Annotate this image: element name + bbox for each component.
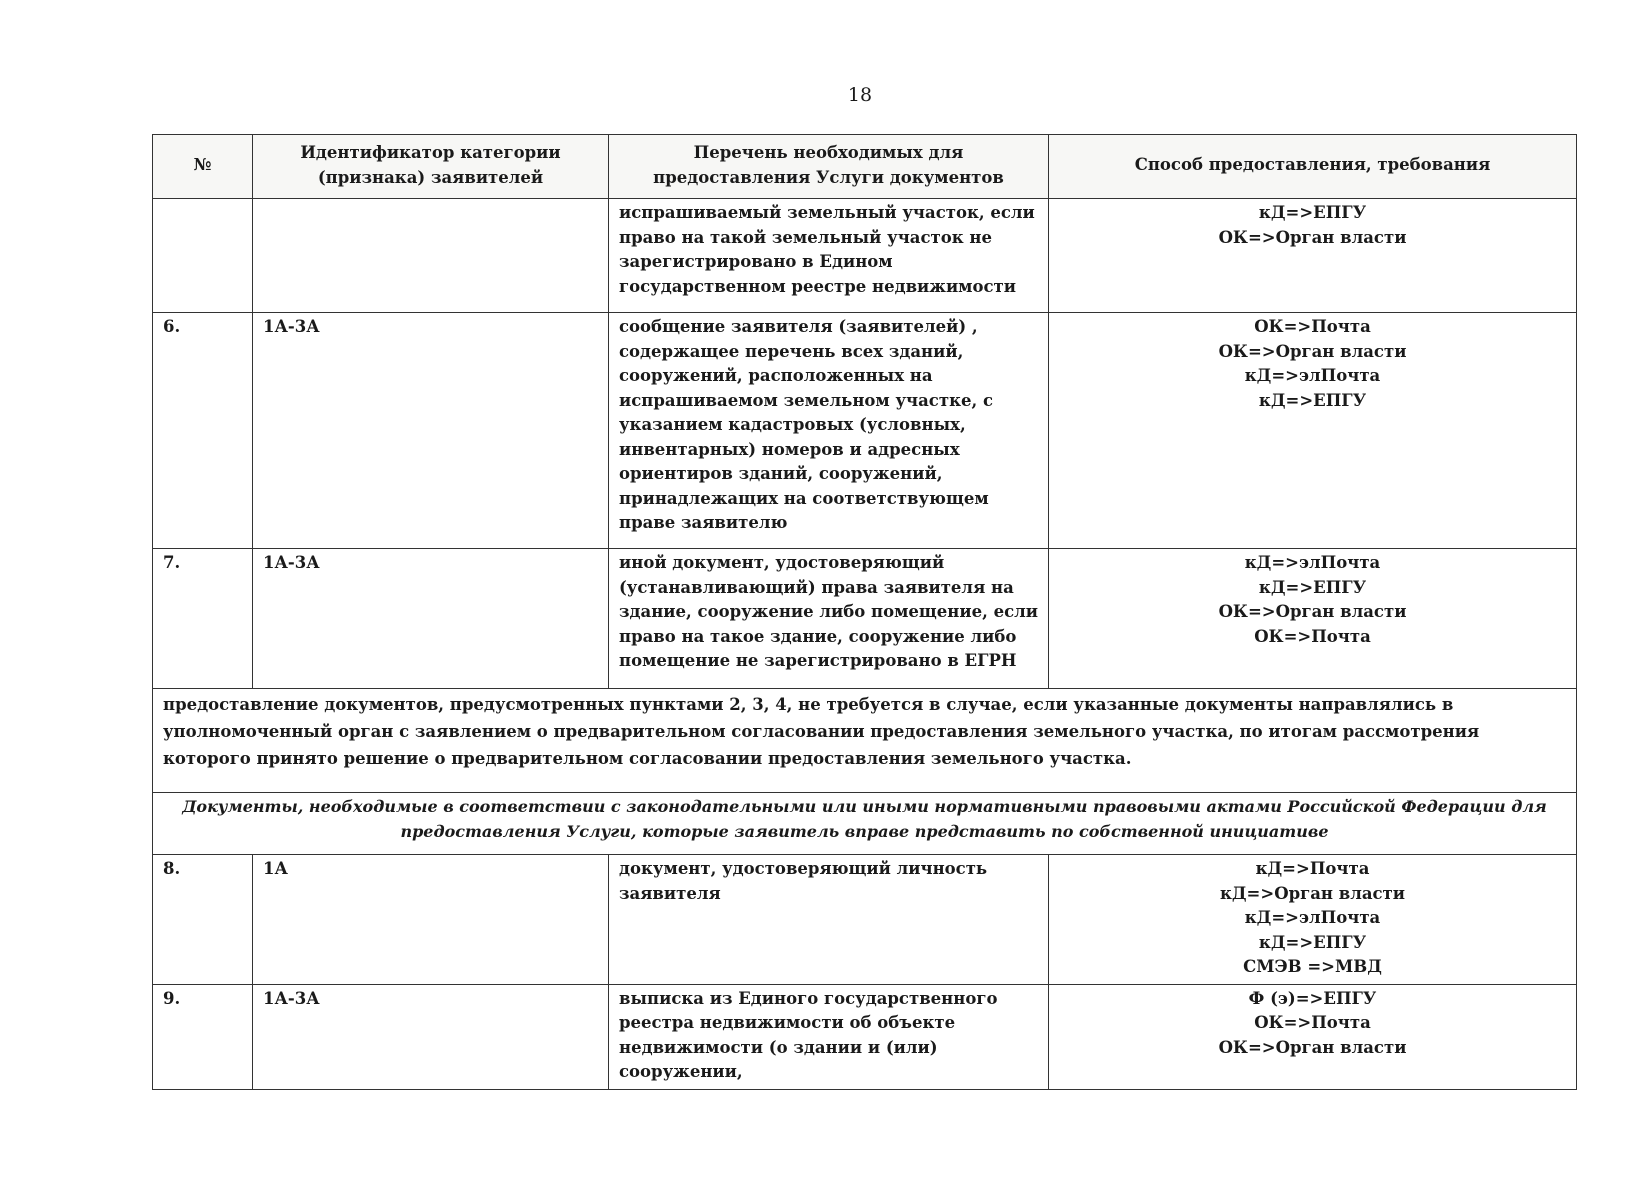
table-row: [153, 313, 1577, 549]
row-identifier: 1А-3А: [253, 313, 609, 549]
method-item: ОК=>Почта: [1254, 626, 1371, 646]
table-row: [153, 855, 1577, 985]
method-item: кД=>ЕПГУ: [1258, 203, 1367, 222]
method-item: кД=>ЕПГУ: [1258, 577, 1367, 597]
header-documents: Перечень необходимых для предоставления Услуги документов: [609, 135, 1049, 199]
row-document: документ, удостоверяющий личность заявителя: [609, 855, 1049, 985]
method-item: кД=>Почта: [1255, 859, 1370, 878]
row-identifier: 1А: [253, 855, 609, 985]
row-methods: [1049, 855, 1577, 985]
method-item: ОК=>Орган власти: [1218, 341, 1407, 361]
row-document: испрашиваемый земельный участок, если право на такой земельный участок не зарегистрировано в Едином государственном реестре недвижимости: [609, 199, 1049, 313]
section-title-text: Документы, необходимые в соответствии с законодательными или иными нормативными правовыми актами Российской Федерации для предоставления Услуги, которые заявитель вправе представить по собственной инициативе: [182, 797, 1547, 841]
table-row: [153, 549, 1577, 689]
header-identifier: Идентификатор категории (признака) заявителей: [253, 135, 609, 199]
table-row: [153, 984, 1577, 1089]
row-document: выписка из Единого государственного реестра недвижимости об объекте недвижимости (о здании и (или) сооружении,: [609, 984, 1049, 1089]
method-item: ОК=>Почта: [1254, 317, 1371, 336]
method-item: кД=>элПочта: [1244, 366, 1381, 385]
method-item: кД=>Орган власти: [1219, 883, 1406, 903]
row-methods: [1049, 199, 1577, 313]
table-row: [153, 199, 1577, 313]
method-item: кД=>элПочта: [1244, 553, 1381, 572]
method-item: ОК=>Почта: [1254, 1013, 1371, 1032]
row-identifier: 1А-3А: [253, 984, 609, 1089]
row-num: 6.: [153, 313, 253, 549]
section-row: [153, 793, 1577, 855]
row-identifier: [253, 199, 609, 313]
method-item: ОК=>Орган власти: [1218, 227, 1407, 247]
method-item: СМЭВ =>МВД: [1243, 957, 1382, 976]
row-identifier: 1А-3А: [253, 549, 609, 689]
method-item: ОК=>Орган власти: [1218, 602, 1407, 621]
method-item: кД=>элПочта: [1244, 908, 1381, 927]
row-num: [153, 199, 253, 313]
section-title: [153, 793, 1577, 855]
note-text: предоставление документов, предусмотренных пунктами 2, 3, 4, не требуется в случае, если указанные документы направлялись в уполномоченный орган с заявлением о предварительном согласовании предоставления земельного участка, по итогам рассмотрения которого принято решение о предварительном согласовании предоставления земельного участка.: [153, 689, 1577, 793]
method-item: Ф (э)=>ЕПГУ: [1248, 988, 1377, 1008]
row-methods: [1049, 313, 1577, 549]
header-num: №: [153, 135, 253, 199]
page-number: 18: [847, 84, 873, 106]
note-row: [153, 689, 1577, 793]
row-num: 9.: [153, 984, 253, 1089]
method-item: кД=>ЕПГУ: [1258, 932, 1367, 952]
method-item: ОК=>Орган власти: [1218, 1037, 1407, 1057]
row-methods: [1049, 549, 1577, 689]
row-num: 8.: [153, 855, 253, 985]
header-method: Способ предоставления, требования: [1049, 135, 1577, 199]
table-header-row: [153, 135, 1577, 199]
documents-table: [152, 134, 1577, 1090]
row-num: 7.: [153, 549, 253, 689]
method-item: кД=>ЕПГУ: [1258, 390, 1367, 410]
row-methods: [1049, 984, 1577, 1089]
row-document: сообщение заявителя (заявителей) , содержащее перечень всех зданий, сооружений, расположенных на испрашиваемом земельном участке, с указанием кадастровых (условных, инвентарных) номеров и адресных ориентиров зданий, сооружений, принадлежащих на соответствующем праве заявителю: [609, 313, 1049, 549]
row-document: иной документ, удостоверяющий (устанавливающий) права заявителя на здание, сооружение либо помещение, если право на такое здание, сооружение либо помещение не зарегистрировано в ЕГРН: [609, 549, 1049, 689]
